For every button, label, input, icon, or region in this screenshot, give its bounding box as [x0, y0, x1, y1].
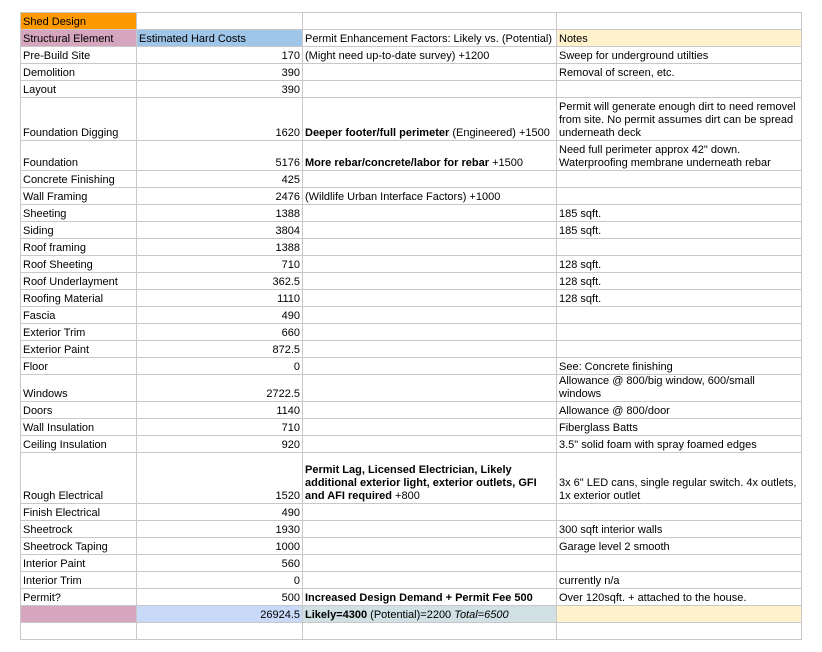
table-row — [21, 290, 802, 307]
cell-notes[interactable]: See: Concrete finishing — [557, 358, 802, 375]
cell-permit-factor[interactable] — [303, 239, 557, 256]
cell-permit-factor[interactable] — [303, 141, 557, 171]
total-sum: Total=6500 — [454, 609, 509, 621]
cell-estimated-cost[interactable]: 170 — [137, 47, 303, 64]
cell-permit-factor[interactable] — [303, 419, 557, 436]
table-row — [21, 402, 802, 419]
cell-estimated-cost[interactable]: 390 — [137, 81, 303, 98]
table-row — [21, 538, 802, 555]
cell-estimated-cost[interactable]: 500 — [137, 589, 303, 606]
cell-permit-factor[interactable] — [303, 290, 557, 307]
empty-cell[interactable] — [303, 623, 557, 640]
total-notes-cell[interactable] — [557, 606, 802, 623]
total-row — [21, 606, 802, 623]
cell-notes[interactable]: 3.5" solid foam with spray foamed edges — [557, 436, 802, 453]
cell-permit-factor[interactable] — [303, 205, 557, 222]
table-row — [21, 222, 802, 239]
cell-structural-element[interactable]: Demolition — [21, 64, 137, 81]
table-row — [21, 81, 802, 98]
cell-notes[interactable] — [557, 307, 802, 324]
cell-structural-element[interactable]: Roofing Material — [21, 290, 137, 307]
table-row — [21, 521, 802, 538]
cell-permit-factor[interactable] — [303, 453, 557, 504]
cell-permit-factor[interactable] — [303, 222, 557, 239]
table-row — [21, 324, 802, 341]
cell-notes[interactable]: Allowance @ 800/door — [557, 402, 802, 419]
cell-structural-element[interactable]: Sheetrock — [21, 521, 137, 538]
cell-permit-factor[interactable] — [303, 589, 557, 606]
total-cost-cell[interactable]: 26924.5 — [137, 606, 303, 623]
cell-notes[interactable]: Over 120sqft. + attached to the house. — [557, 589, 802, 606]
total-label-cell[interactable] — [21, 606, 137, 623]
cell-notes[interactable] — [557, 341, 802, 358]
header-structural-element[interactable]: Structural Element — [21, 30, 137, 47]
cell-structural-element[interactable]: Doors — [21, 402, 137, 419]
cell-estimated-cost[interactable]: 560 — [137, 555, 303, 572]
cell-notes[interactable] — [557, 171, 802, 188]
cell-notes[interactable]: 128 sqft. — [557, 290, 802, 307]
cell-estimated-cost[interactable]: 1930 — [137, 521, 303, 538]
table-row — [21, 256, 802, 273]
cell-permit-factor[interactable] — [303, 538, 557, 555]
header-permit-factors[interactable]: Permit Enhancement Factors: Likely vs. (Potential) — [303, 30, 557, 47]
cell-structural-element[interactable]: Roof Underlayment — [21, 273, 137, 290]
cell-permit-factor[interactable] — [303, 324, 557, 341]
cell-permit-factor[interactable] — [303, 521, 557, 538]
cell-estimated-cost[interactable]: 1110 — [137, 290, 303, 307]
cell-structural-element[interactable]: Fascia — [21, 307, 137, 324]
cell-structural-element[interactable]: Sheeting — [21, 205, 137, 222]
cell-estimated-cost[interactable]: 362.5 — [137, 273, 303, 290]
cell-estimated-cost[interactable]: 1388 — [137, 239, 303, 256]
cell-estimated-cost[interactable]: 1000 — [137, 538, 303, 555]
cell-permit-factor[interactable] — [303, 64, 557, 81]
cell-notes[interactable]: 185 sqft. — [557, 222, 802, 239]
cell-structural-element[interactable]: Layout — [21, 81, 137, 98]
cell-permit-factor[interactable] — [303, 504, 557, 521]
table-row — [21, 589, 802, 606]
cell-structural-element[interactable]: Exterior Trim — [21, 324, 137, 341]
cell-structural-element[interactable]: Wall Framing — [21, 188, 137, 205]
cell-notes[interactable]: 300 sqft interior walls — [557, 521, 802, 538]
permit-factor-bold-text: Increased Design Demand + Permit Fee 500 — [305, 592, 533, 604]
cell-notes[interactable]: 128 sqft. — [557, 273, 802, 290]
cell-structural-element[interactable]: Sheetrock Taping — [21, 538, 137, 555]
cell-notes[interactable] — [557, 324, 802, 341]
table-row — [21, 98, 802, 141]
cell-notes[interactable]: 3x 6" LED cans, single regular switch. 4x outlets, 1x exterior outlet — [557, 453, 802, 504]
cell-estimated-cost[interactable]: 1520 — [137, 453, 303, 504]
cell-permit-factor[interactable] — [303, 81, 557, 98]
table-row — [21, 273, 802, 290]
cell-estimated-cost[interactable]: 2722.5 — [137, 375, 303, 402]
cell-notes[interactable]: Permit will generate enough dirt to need removel from site. No permit assumes dirt can be spread underneath deck — [557, 98, 802, 141]
cell-notes[interactable]: Sweep for underground utilties — [557, 47, 802, 64]
cell-notes[interactable]: Garage level 2 smooth — [557, 538, 802, 555]
cell-structural-element[interactable]: Interior Trim — [21, 572, 137, 589]
table-row — [21, 64, 802, 81]
table-row — [21, 453, 802, 504]
permit-factor-amount: +800 — [392, 490, 420, 502]
cell-estimated-cost[interactable]: 0 — [137, 358, 303, 375]
cell-estimated-cost[interactable]: 0 — [137, 572, 303, 589]
cell-notes[interactable] — [557, 239, 802, 256]
permit-factor-bold-text: Deeper footer/full perimeter — [305, 127, 450, 139]
cell-permit-factor[interactable] — [303, 375, 557, 402]
table-row — [21, 419, 802, 436]
cell-notes[interactable]: Allowance @ 800/big window, 600/small windows — [557, 375, 802, 402]
cell-structural-element[interactable]: Pre-Build Site — [21, 47, 137, 64]
cell-permit-factor[interactable]: (Wildlife Urban Interface Factors) +1000 — [303, 188, 557, 205]
cell-permit-factor[interactable] — [303, 341, 557, 358]
permit-factor-amount: +1500 — [489, 157, 523, 169]
cell-estimated-cost[interactable]: 660 — [137, 324, 303, 341]
cell-estimated-cost[interactable]: 5176 — [137, 141, 303, 171]
cell-notes[interactable]: currently n/a — [557, 572, 802, 589]
cell-notes[interactable] — [557, 81, 802, 98]
empty-cell[interactable] — [137, 623, 303, 640]
cell-estimated-cost[interactable]: 390 — [137, 64, 303, 81]
cell-structural-element[interactable]: Windows — [21, 375, 137, 402]
table-row — [21, 341, 802, 358]
cell-estimated-cost[interactable]: 1140 — [137, 402, 303, 419]
empty-cell[interactable] — [303, 13, 557, 30]
cell-permit-factor[interactable] — [303, 273, 557, 290]
table-row — [21, 239, 802, 256]
cell-permit-factor[interactable] — [303, 307, 557, 324]
permit-factor-bold-text: Permit Lag, Licensed Electrician, Likely additional exterior light, exterior outlets, GFI and AFI required — [305, 464, 537, 502]
cell-permit-factor[interactable] — [303, 256, 557, 273]
cell-notes[interactable] — [557, 504, 802, 521]
cell-notes[interactable] — [557, 188, 802, 205]
sheet-title-cell[interactable]: Shed Design — [21, 13, 137, 30]
permit-factor-amount: (Engineered) +1500 — [449, 127, 550, 139]
table-row — [21, 188, 802, 205]
cell-structural-element[interactable]: Interior Paint — [21, 555, 137, 572]
cell-notes[interactable]: Need full perimeter approx 42" down. Waterproofing membrane underneath rebar — [557, 141, 802, 171]
cell-notes[interactable]: 128 sqft. — [557, 256, 802, 273]
empty-cell[interactable] — [557, 13, 802, 30]
cell-permit-factor[interactable] — [303, 358, 557, 375]
cell-permit-factor[interactable] — [303, 402, 557, 419]
cell-estimated-cost[interactable]: 920 — [137, 436, 303, 453]
empty-cell[interactable] — [137, 13, 303, 30]
cell-structural-element[interactable]: Roof Sheeting — [21, 256, 137, 273]
cell-structural-element[interactable]: Concrete Finishing — [21, 171, 137, 188]
cell-estimated-cost[interactable]: 872.5 — [137, 341, 303, 358]
cell-permit-factor[interactable] — [303, 98, 557, 141]
cell-structural-element[interactable]: Wall Insulation — [21, 419, 137, 436]
empty-cell[interactable] — [557, 623, 802, 640]
cell-structural-element[interactable]: Foundation — [21, 141, 137, 171]
cell-estimated-cost[interactable]: 425 — [137, 171, 303, 188]
cell-estimated-cost[interactable]: 710 — [137, 419, 303, 436]
cell-notes[interactable]: Fiberglass Batts — [557, 419, 802, 436]
cell-estimated-cost[interactable]: 490 — [137, 307, 303, 324]
total-likely: Likely=4300 — [305, 609, 368, 621]
cell-structural-element[interactable]: Foundation Digging — [21, 98, 137, 141]
empty-row — [21, 623, 802, 640]
table-row — [21, 358, 802, 375]
table-row — [21, 436, 802, 453]
table-row — [21, 171, 802, 188]
cell-structural-element[interactable]: Roof framing — [21, 239, 137, 256]
cell-estimated-cost[interactable]: 490 — [137, 504, 303, 521]
cell-estimated-cost[interactable]: 710 — [137, 256, 303, 273]
table-row — [21, 555, 802, 572]
shed-design-table — [20, 12, 802, 640]
total-potential: (Potential)=2200 — [367, 609, 455, 621]
table-row — [21, 504, 802, 521]
total-permit-cell[interactable] — [303, 606, 557, 623]
cell-structural-element[interactable]: Finish Electrical — [21, 504, 137, 521]
table-row — [21, 141, 802, 171]
cell-structural-element[interactable]: Rough Electrical — [21, 453, 137, 504]
cell-permit-factor[interactable]: (Might need up-to-date survey) +1200 — [303, 47, 557, 64]
cell-permit-factor[interactable] — [303, 436, 557, 453]
cell-structural-element[interactable]: Ceiling Insulation — [21, 436, 137, 453]
cell-estimated-cost[interactable]: 1388 — [137, 205, 303, 222]
table-row — [21, 205, 802, 222]
table-row — [21, 572, 802, 589]
cell-structural-element[interactable]: Permit? — [21, 589, 137, 606]
cell-structural-element[interactable]: Exterior Paint — [21, 341, 137, 358]
cell-permit-factor[interactable] — [303, 171, 557, 188]
header-estimated-hard-costs[interactable]: Estimated Hard Costs — [137, 30, 303, 47]
table-row — [21, 307, 802, 324]
permit-factor-bold-text: More rebar/concrete/labor for rebar — [305, 157, 490, 169]
cell-notes[interactable]: 185 sqft. — [557, 205, 802, 222]
cell-structural-element[interactable]: Floor — [21, 358, 137, 375]
table-row — [21, 47, 802, 64]
cell-estimated-cost[interactable]: 1620 — [137, 98, 303, 141]
cell-estimated-cost[interactable]: 2476 — [137, 188, 303, 205]
cell-estimated-cost[interactable]: 3804 — [137, 222, 303, 239]
cell-permit-factor[interactable] — [303, 572, 557, 589]
cell-notes[interactable]: Removal of screen, etc. — [557, 64, 802, 81]
cell-permit-factor[interactable] — [303, 555, 557, 572]
cell-notes[interactable] — [557, 555, 802, 572]
table-row — [21, 375, 802, 402]
header-notes[interactable]: Notes — [557, 30, 802, 47]
empty-cell[interactable] — [21, 623, 137, 640]
cell-structural-element[interactable]: Siding — [21, 222, 137, 239]
